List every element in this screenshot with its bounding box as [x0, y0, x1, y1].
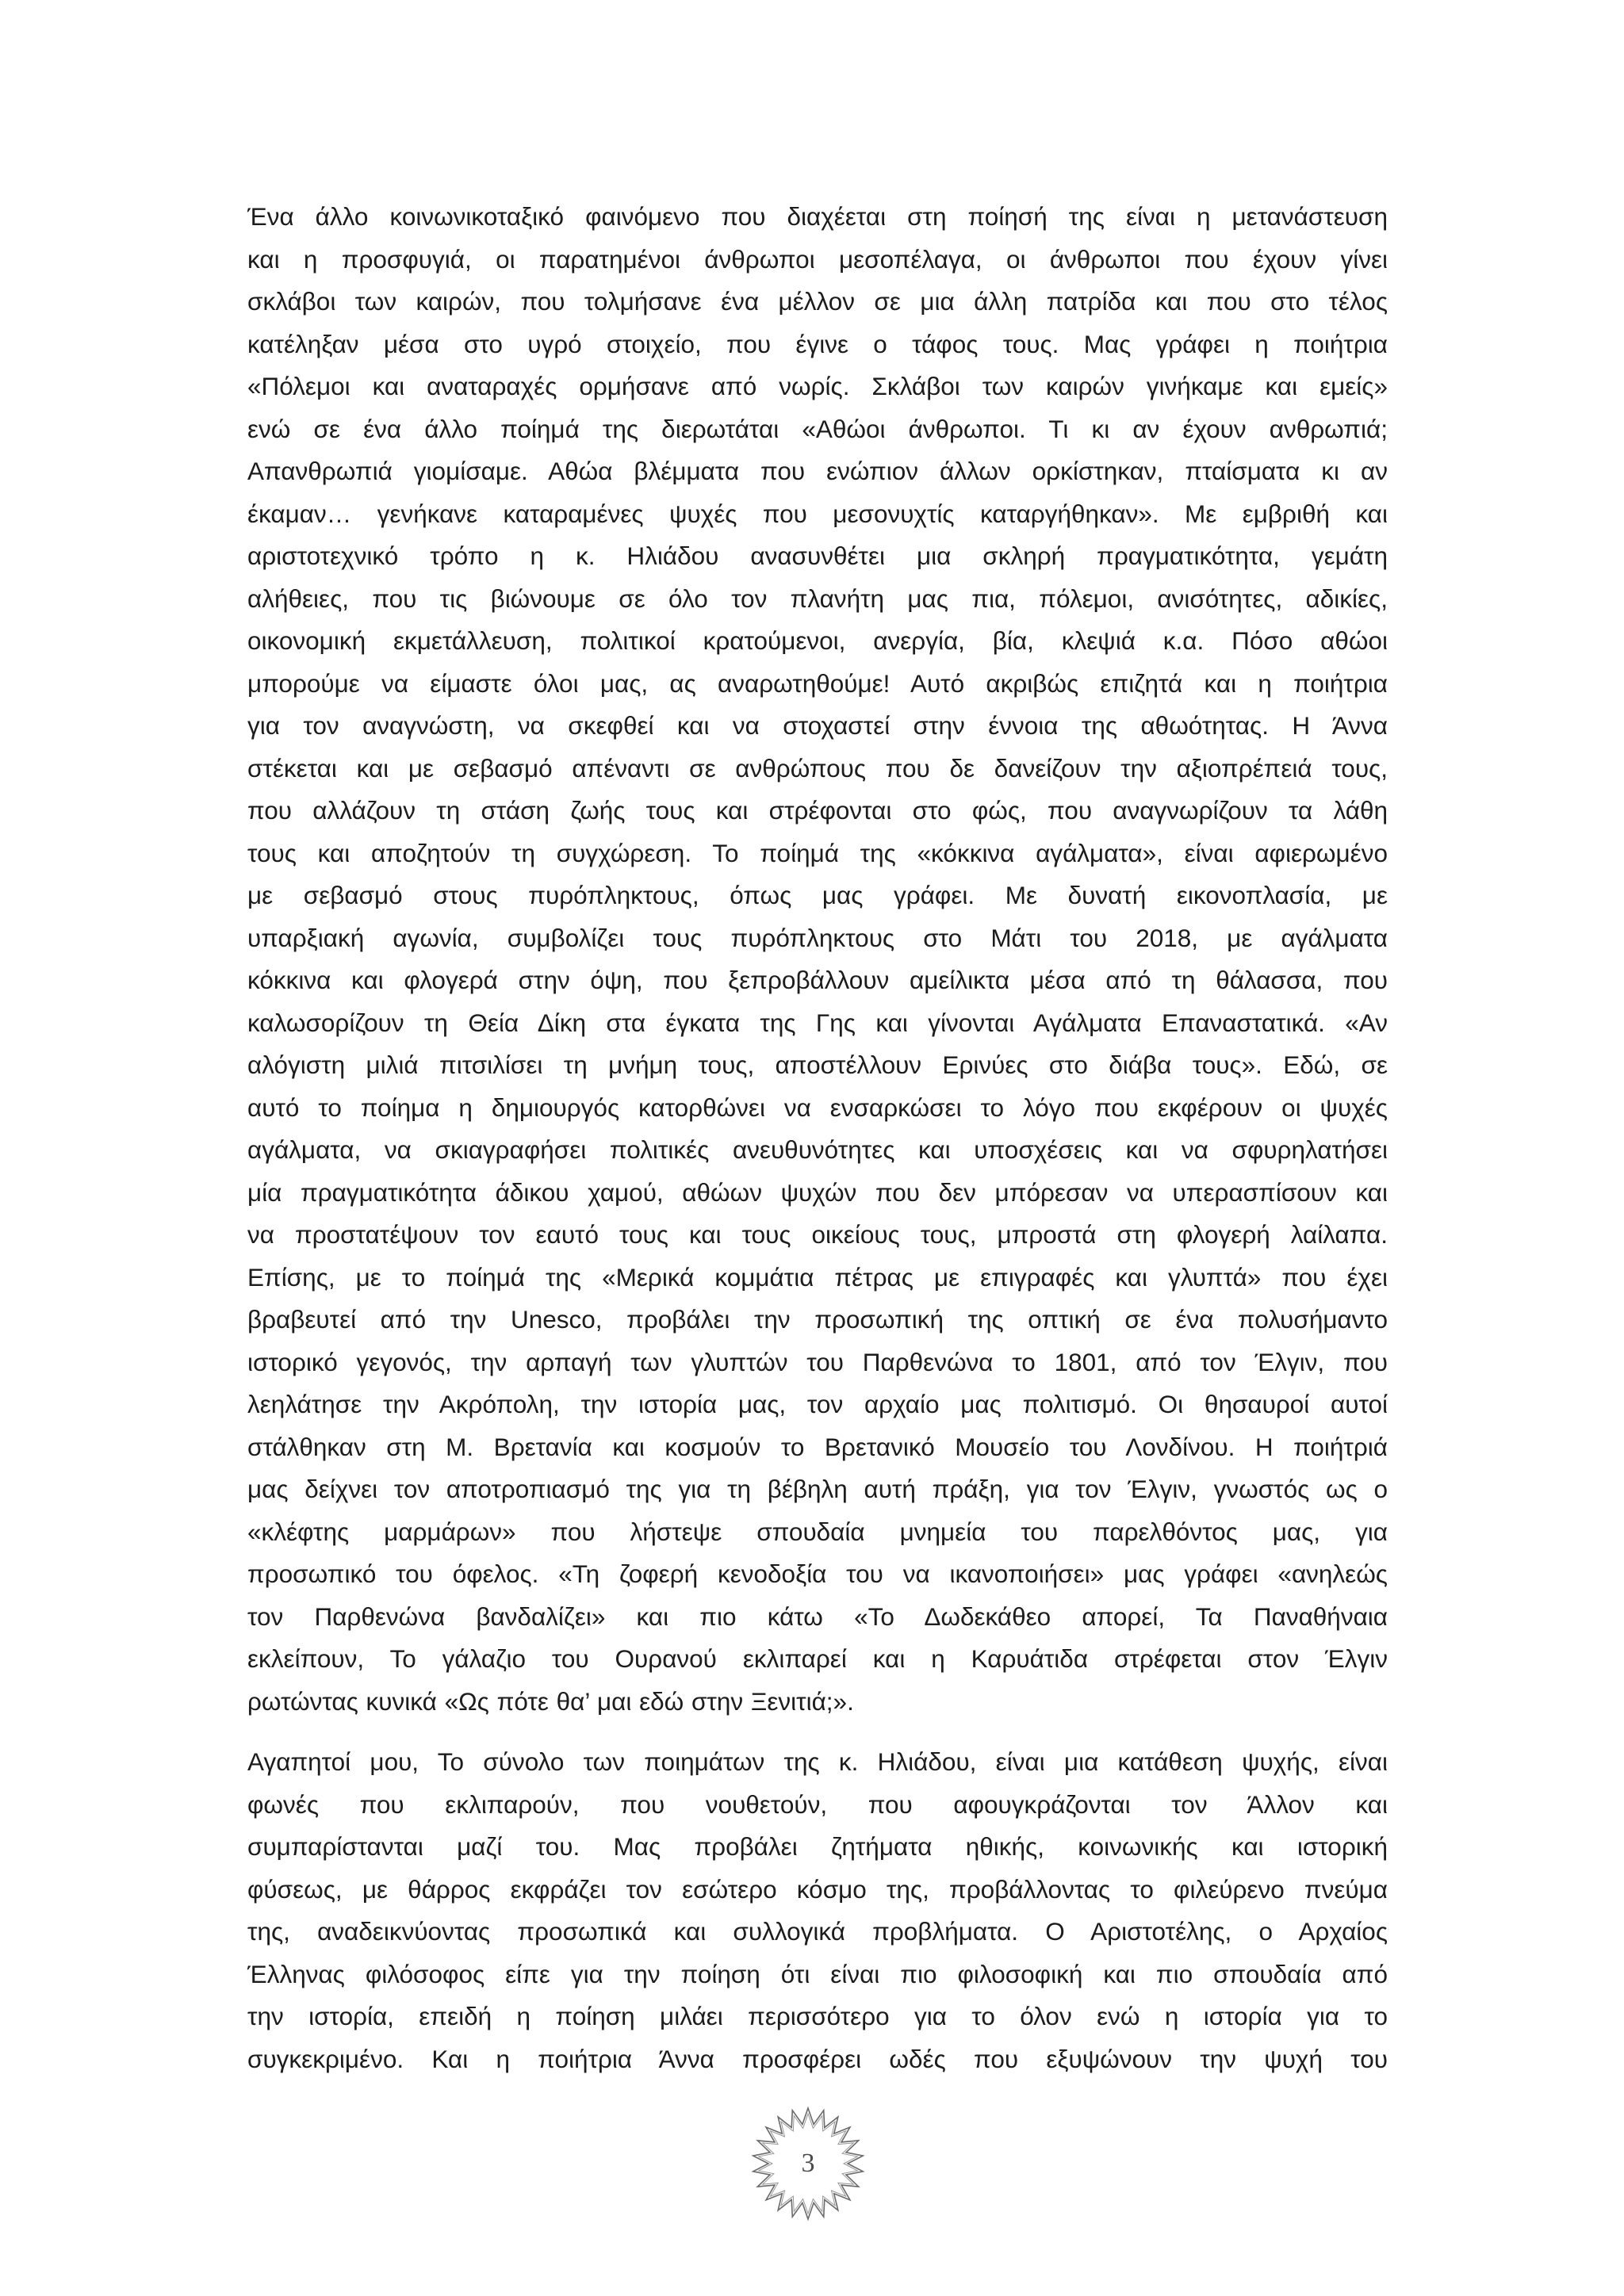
text-line: της, αναδεικνύοντας προσωπικά και συλλογικά προβλήματα. Ο Αριστοτέλης, ο Αρχαίος	[247, 1917, 1388, 1946]
text-line: καλωσορίζουν τη Θεία Δίκη στα έγκατα της Γης και γίνονται Αγάλματα Επαναστατικά. «Αν	[247, 1008, 1388, 1037]
text-line: εκλείπουν, Το γάλαζιο του Ουρανού εκλιπαρεί και η Καρυάτιδα στρέφεται στον Έλγιν	[247, 1644, 1388, 1673]
text-line: υπαρξιακή αγωνία, συμβολίζει τους πυρόπληκτους στο Μάτι του 2018, με αγάλματα	[247, 923, 1388, 952]
text-line: στέκεται και με σεβασμό απέναντι σε ανθρώπους που δε δανείζουν την αξιοπρέπειά τους,	[247, 753, 1388, 783]
body-paragraph-2	[247, 1741, 1388, 2080]
text-line: φωνές που εκλιπαρούν, που νουθετούν, που αφουγκράζονται τον Άλλον και	[247, 1789, 1388, 1819]
text-line: την ιστορία, επειδή η ποίηση μιλάει περισσότερο για το όλον ενώ η ιστορία για το	[247, 2002, 1388, 2030]
text-line: αλήθειες, που τις βιώνουμε σε όλο τον πλανήτη μας πια, πόλεμοι, ανισότητες, αδικίες,	[247, 584, 1388, 613]
text-line: μία πραγματικότητα άδικου χαμού, αθώων ψυχών που δεν μπόρεσαν να υπερασπίσουν και	[247, 1177, 1388, 1207]
text-line: οικονομική εκμετάλλευση, πολιτικοί κρατούμενοι, ανεργία, βία, κλεψιά κ.α. Πόσο αθώοι	[247, 626, 1388, 655]
text-line: ρωτώντας κυνικά «Ως πότε θα’ μαι εδώ στην Ξενιτιά;».	[247, 1686, 854, 1716]
text-line: Ένα άλλο κοινωνικοταξικό φαινόμενο που διαχέεται στη ποίησή της είναι η μετανάστευση	[247, 202, 1388, 231]
text-line: με σεβασμό στους πυρόπληκτους, όπως μας γράφει. Με δυνατή εικονοπλασία, με	[247, 881, 1388, 909]
text-line: Απανθρωπιά γιομίσαμε. Αθώα βλέμματα που ενώπιον άλλων ορκίστηκαν, πταίσματα κι αν	[247, 457, 1388, 485]
text-line: «Πόλεμοι και αναταραχές ορμήσανε από νωρίς. Σκλάβοι των καιρών γινήκαμε και εμείς»	[247, 372, 1388, 400]
body-paragraph-1	[247, 196, 1388, 1723]
text-line: συγκεκριμένο. Και η ποιήτρια Άννα προσφέρει ωδές που εξυψώνουν την ψυχή του	[247, 2044, 1388, 2073]
text-line: τους και αποζητούν τη συγχώρεση. Το ποίημά της «κόκκινα αγάλματα», είναι αφιερωμένο	[247, 838, 1388, 867]
text-line: κόκκινα και φλογερά στην όψη, που ξεπροβάλλουν αμείλικτα μέσα από τη θάλασσα, που	[247, 966, 1388, 994]
text-line: αλόγιστη μιλιά πιτσιλίσει τη μνήμη τους, αποστέλλουν Ερινύες στο διάβα τους». Εδώ, σε	[247, 1050, 1388, 1079]
text-line: ενώ σε ένα άλλο ποίημά της διερωτάται «Αθώοι άνθρωποι. Τι κι αν έχουν ανθρωπιά;	[247, 414, 1388, 443]
page-number-badge	[749, 2104, 868, 2223]
text-line: τον Παρθενώνα βανδαλίζει» και πιο κάτω «Το Δωδεκάθεο απορεί, Τα Παναθήναια	[247, 1601, 1388, 1631]
text-line: βραβευτεί από την Unesco, προβάλει την προσωπική της οπτική σε ένα πολυσήμαντο	[247, 1305, 1388, 1334]
text-line: σκλάβοι των καιρών, που τολμήσανε ένα μέλλον σε μια άλλη πατρίδα και που στο τέλος	[247, 287, 1388, 316]
text-line: αυτό το ποίημα η δημιουργός κατορθώνει να ενσαρκώσει το λόγο που εκφέρουν οι ψυχές	[247, 1093, 1388, 1122]
text-line: Αγαπητοί μου, Το σύνολο των ποιημάτων της κ. Ηλιάδου, είναι μια κατάθεση ψυχής, είναι	[247, 1747, 1388, 1776]
text-line: προσωπικό του όφελος. «Τη ζοφερή κενοδοξία του να ικανοποιήσει» μας γράφει «ανηλεώς	[247, 1559, 1388, 1588]
text-line: κατέληξαν μέσα στο υγρό στοιχείο, που έγινε ο τάφος τους. Μας γράφει η ποιήτρια	[247, 329, 1388, 358]
text-line: στάλθηκαν στη Μ. Βρετανία και κοσμούν το Βρετανικό Μουσείο του Λονδίνου. Η ποιήτριά	[247, 1432, 1388, 1461]
text-line: μπορούμε να είμαστε όλοι μας, ας αναρωτηθούμε! Αυτό ακριβώς επιζητά και η ποιήτρια	[247, 668, 1388, 698]
text-line: φύσεως, με θάρρος εκφράζει τον εσώτερο κόσμο της, προβάλλοντας το φιλεύρενο πνεύμα	[247, 1874, 1388, 1904]
text-line: αριστοτεχνικό τρόπο η κ. Ηλιάδου ανασυνθέτει μια σκληρή πραγματικότητα, γεμάτη	[247, 541, 1388, 570]
text-line: συμπαρίστανται μαζί του. Μας προβάλει ζητήματα ηθικής, κοινωνικής και ιστορική	[247, 1832, 1388, 1861]
text-line: Έλληνας φιλόσοφος είπε για την ποίηση ότι είναι πιο φιλοσοφική και πιο σπουδαία από	[247, 1959, 1388, 1988]
text-line: αγάλματα, να σκιαγραφήσει πολιτικές ανευθυνότητες και υποσχέσεις και να σφυρηλατήσει	[247, 1135, 1388, 1164]
text-line: για τον αναγνώστη, να σκεφθεί και να στοχαστεί στην έννοια της αθωότητας. Η Άννα	[247, 711, 1388, 740]
text-line: λεηλάτησε την Ακρόπολη, την ιστορία μας, τον αρχαίο μας πολιτισμό. Οι θησαυροί αυτοί	[247, 1390, 1388, 1418]
text-line: μας δείχνει τον αποτροπιασμό της για τη βέβηλη αυτή πράξη, για τον Έλγιν, γνωστός ως ο	[247, 1475, 1388, 1503]
text-line: και η προσφυγιά, οι παρατημένοι άνθρωποι μεσοπέλαγα, οι άνθρωποι που έχουν γίνει	[247, 244, 1388, 274]
text-line: ιστορικό γεγονός, την αρπαγή των γλυπτών του Παρθενώνα το 1801, από τον Έλγιν, που	[247, 1347, 1388, 1376]
text-line: «κλέφτης μαρμάρων» που λήστεψε σπουδαία μνημεία του παρελθόντος μας, για	[247, 1517, 1388, 1546]
text-line: έκαμαν… γενήκανε καταραμένες ψυχές που μεσονυχτίς καταργήθηκαν». Με εμβριθή και	[247, 499, 1388, 528]
text-line: Επίσης, με το ποίημά της «Μερικά κομμάτια πέτρας με επιγραφές και γλυπτά» που έχει	[247, 1262, 1388, 1292]
text-line: να προστατέψουν τον εαυτό τους και τους οικείους τους, μπροστά στη φλογερή λαίλαπα.	[247, 1220, 1388, 1249]
text-line: που αλλάζουν τη στάση ζωής τους και στρέφονται στο φώς, που αναγνωρίζουν τα λάθη	[247, 796, 1388, 825]
page-number: 3	[801, 2149, 815, 2178]
